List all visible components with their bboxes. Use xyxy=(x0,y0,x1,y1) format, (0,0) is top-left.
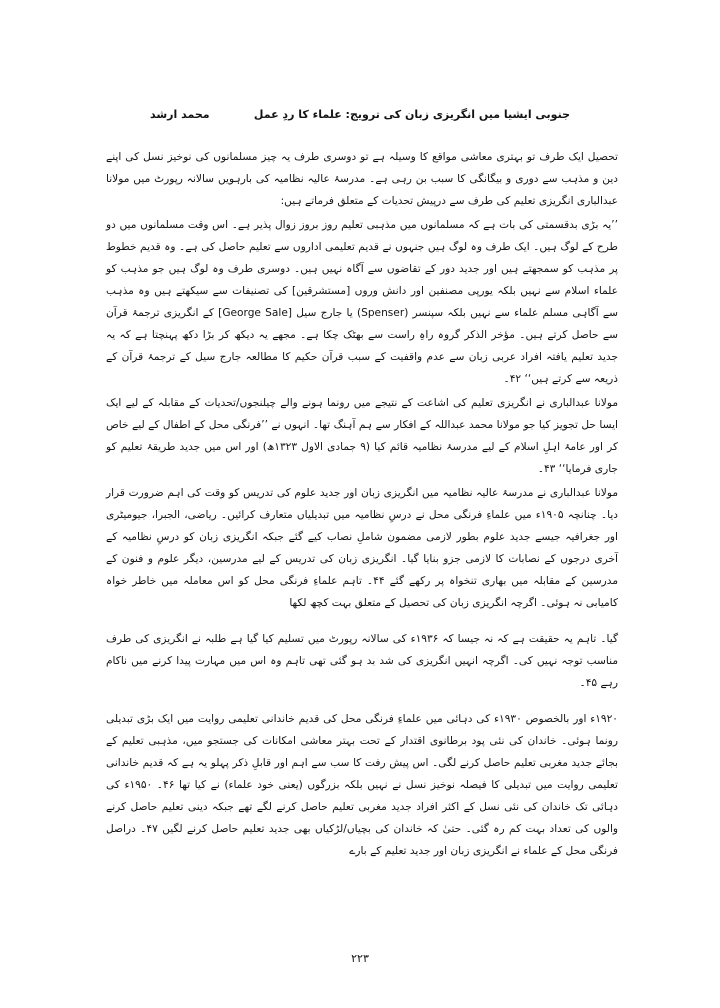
paragraph-curriculum-reform: مولانا عبدالباری نے مدرسۂ عالیہ نظامیہ میں انگریزی زبان اور جدید علوم کی تدریس کو وقت کی اہم ضرورت قرار دیا۔ چنانچہ ۱۹۰۵ء میں علماءِ فرنگی محل نے درسِ نظامیہ میں تبدیلیاں متعارف کرائیں۔ ریاضی، الجبرا، جیومیٹری اور جغرافیہ جیسے جدید علوم بطور لازمی مضمون شاملِ نصاب کیے گئے جبکہ انگریزی زبان کو درسِ نظامیہ کے آخری درجوں کے نصابات کا لازمی جزو بنایا گیا۔ انگریزی زبان کی تدریس کے لیے مدرسین، دیگر علوم و فنون کے مدرسین کے مقابلہ میں بھاری تنخواہ پر رکھے گئے ۴۴۔ تاہم علماءِ فرنگی محل کو اس معاملہ میں خاطر خواہ کامیابی نہ ہوئی۔ اگرچہ انگریزی زبان کی تحصیل کے متعلق بہت کچھ لکھا xyxy=(106,487,618,609)
running-header-title: جنوبی ایشیا میں انگریزی زبان کی ترویج: علماء کا ردِ عمل xyxy=(253,108,570,121)
paragraph-annual-report: گیا۔ تاہم یہ حقیقت ہے کہ نہ جیسا کہ ۱۹۳۶ء کی سالانہ رپورٹ میں تسلیم کیا گیا ہے طلبہ نے انگریزی کی طرف مناسب توجہ نہیں کی۔ اگرچہ انہیں انگریزی کی شد بد ہو گئی تھی تاہم وہ اس میں مہارت پیدا کرنے میں ناکام رہے ۴۵۔ xyxy=(106,633,618,689)
running-header xyxy=(150,108,570,128)
running-header-author: محمد ارشد xyxy=(150,108,210,121)
body-text xyxy=(106,146,618,862)
paragraph-proposed-solution: مولانا عبدالباری نے انگریزی تعلیم کی اشاعت کے نتیجے میں رونما ہونے والے چیلنجوں/تحدیات کے مقابلہ کے لیے ایک ایسا حل تجویز کیا جو مولانا محمد عبداللہ کے افکار سے ہم آہنگ تھا۔ انہوں نے ’’فرنگی محل کے اطفال کے لیے خاص کر اور عامۂ اہلِ اسلام کے لیے مدرسۂ نظامیہ قائم کیا (۹ جمادی الاول ۱۳۲۳ھ) اور اس میں جدید طریقۂ تعلیم کو جاری فرمایا‘‘ ۴۳۔ xyxy=(106,397,618,475)
paragraph-intro: تحصیل ایک طرف تو بہتری معاشی مواقع کا وسیلہ ہے تو دوسری طرف یہ چیز مسلمانوں کی نوخیز نسل کی اپنے دین و مذہب سے دوری و بیگانگی کا سبب بن رہی ہے۔ مدرسۂ عالیہ نظامیہ کی بارہویں سالانہ رپورٹ میں مولانا عبدالباری انگریزی تعلیم کی طرف سے درپیش تحدیات کے متعلق فرماتے ہیں: xyxy=(106,151,618,207)
page-number: ۲۲۳ xyxy=(351,952,369,965)
paragraph-generational-change: ۱۹۲۰ء اور بالخصوص ۱۹۳۰ء کی دہائی میں علماءِ فرنگی محل کی قدیم خاندانی تعلیمی روایت میں ایک بڑی تبدیلی رونما ہوئی۔ خاندان کی نئی پود برطانوی اقتدار کے تحت بہتر معاشی امکانات کی جستجو میں، مذہبی تعلیم کے بجائے جدید مغربی تعلیم حاصل کرنے لگی۔ اس پیش رفت کا سب سے اہم اور قابلِ ذکر پہلو یہ ہے کہ قدیم خاندانی تعلیمی روایت میں تبدیلی کا فیصلہ نوخیز نسل نے نہیں بلکہ بزرگوں (یعنی خود علماء) نے کیا تھا ۴۶۔ ۱۹۵۰ء کی دہائی تک خاندان کی نئی نسل کے اکثر افراد جدید مغربی تعلیم حاصل کرنے لگے تھے جبکہ دینی تعلیم حاصل کرنے والوں کی تعداد بہت کم رہ گئی۔ حتیٰ کہ خاندان کی بچیاں/لڑکیاں بھی جدید تعلیم حاصل کرنے لگیں ۴۷۔ دراصل فرنگی محل کے علماء نے انگریزی زبان اور جدید تعلیم کے بارے xyxy=(106,713,619,857)
block-quote: ’’یہ بڑی بدقسمتی کی بات ہے کہ مسلمانوں میں مذہبی تعلیم روز بروز زوال پذیر ہے۔ اس وقت مسلمانوں میں دو طرح کے لوگ ہیں۔ ایک طرف وہ لوگ ہیں جنہوں نے قدیم تعلیمی اداروں سے تعلیم حاصل کی ہے۔ وہ قدیم خطوط پر مذہب کو سمجھتے ہیں اور جدید دور کے تقاضوں سے آگاہ نہیں ہیں۔ دوسری طرف وہ لوگ ہیں جو مذہب کو علماء اسلام سے نہیں بلکہ یورپی مصنفین اور دانش وروں [مستشرقین] کی تصنیفات سے سیکھتے ہیں وہ مذہب سے آگاہی مسلم علماء سے نہیں بلکہ سپنسر (Spenser) یا جارج سیل [George Sale] کے انگریزی ترجمۂ قرآن سے حاصل کرتے ہیں۔ مؤخر الذکر گروہ راہِ راست سے بھٹک چکا ہے۔ مجھے یہ دیکھ کر بڑا دکھ پہنچتا ہے کہ یہ جدید تعلیم یافتہ افراد عربی زبان سے عدم واقفیت کے سبب قرآن حکیم کا مطالعہ جارج سیل کے ترجمۂ قرآن کے ذریعہ سے کرتے ہیں‘‘ ۴۲۔ xyxy=(106,219,618,385)
